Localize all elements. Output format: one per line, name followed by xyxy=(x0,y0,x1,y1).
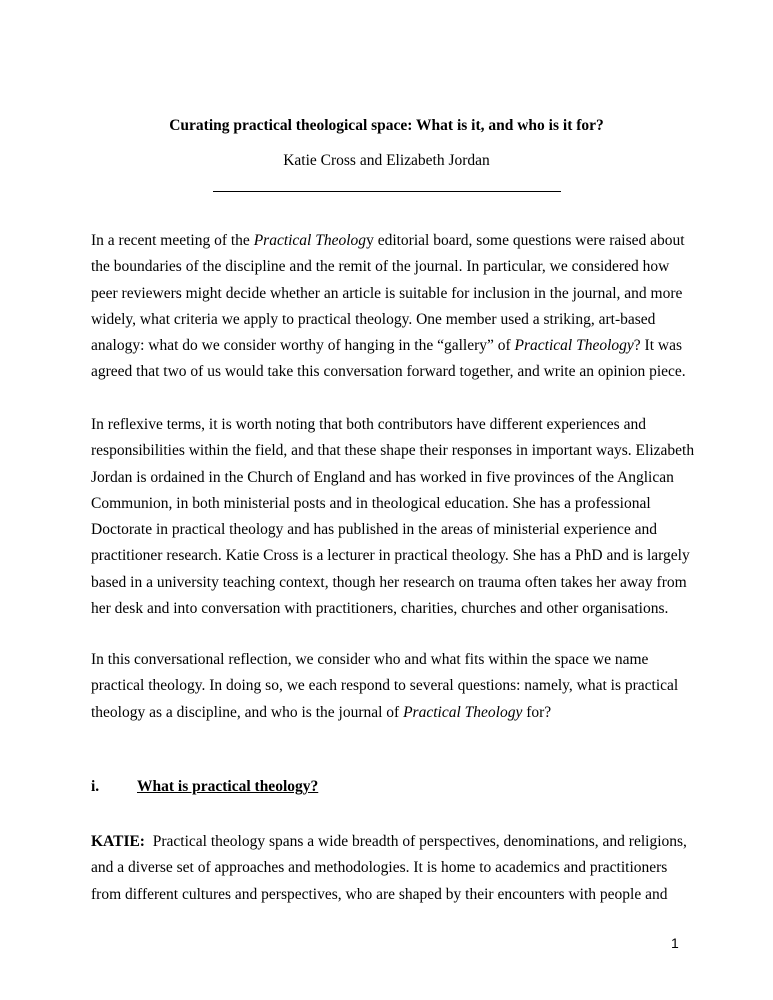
journal-name-italic: Practical Theology xyxy=(514,337,634,355)
paper-title: Curating practical theological space: What is it, and who is it for? xyxy=(169,117,604,134)
paragraph-reflexive xyxy=(91,412,695,622)
section-heading xyxy=(91,778,318,796)
text-line: Doctorate in practical theology and has published in the areas of ministerial experience and xyxy=(91,521,657,539)
text-line: In a recent meeting of the Practical Theology editorial board, some questions were raised about xyxy=(91,232,685,249)
page-number: 1 xyxy=(671,935,679,951)
text-line: analogy: what do we consider worthy of hanging in the “gallery” of Practical Theology? It was xyxy=(91,337,682,355)
speaker-label: KATIE: xyxy=(91,833,145,850)
text-line: Jordan is ordained in the Church of England and has worked in five provinces of the Anglican xyxy=(91,468,674,486)
paragraph-intro xyxy=(91,228,691,386)
text-line: practical theology. In doing so, we each respond to several questions: namely, what is practical xyxy=(91,677,679,695)
journal-name-italic: Practical Theolog xyxy=(253,232,367,249)
text-line: theology as a discipline, and who is the journal of Practical Theology for? xyxy=(91,703,552,721)
text-line: practitioner research. Katie Cross is a lecturer in practical theology. She has a PhD and is largely xyxy=(91,547,690,565)
text-line: agreed that two of us would take this conversation forward together, and write an opinion piece. xyxy=(91,363,686,381)
text-line: responsibilities within the field, and that these shape their responses in important ways. Elizabeth xyxy=(91,442,695,460)
text-line: the boundaries of the discipline and the remit of the journal. In particular, we considered how xyxy=(91,258,670,276)
author-list: Katie Cross and Elizabeth Jordan xyxy=(283,152,490,169)
text-line: and a diverse set of approaches and methodologies. It is home to academics and practitioners xyxy=(91,859,668,877)
text-line: based in a university teaching context, though her research on trauma often takes her away from xyxy=(91,573,687,591)
text-line: widely, what criteria we apply to practical theology. One member used a striking, art-based xyxy=(91,310,656,328)
text-line: In reflexive terms, it is worth noting that both contributors have different experiences and xyxy=(91,416,646,433)
text-line: her desk and into conversation with practitioners, charities, churches and other organisations. xyxy=(91,600,669,618)
journal-name-italic: Practical Theology xyxy=(403,703,523,721)
paragraph-conversational xyxy=(91,647,691,726)
section-number: i. xyxy=(91,778,100,795)
text-line: from different cultures and perspectives, who are shaped by their encounters with people and xyxy=(91,885,668,903)
title-separator-rule xyxy=(213,191,561,192)
text-line: Communion, in both ministerial posts and in theological education. She has a professional xyxy=(91,494,651,512)
text-line: peer reviewers might decide whether an article is suitable for inclusion in the journal, and more xyxy=(91,284,683,302)
paragraph-katie-response xyxy=(91,829,691,908)
text-line: KATIE: Practical theology spans a wide breadth of perspectives, denominations, and religions, xyxy=(91,833,687,850)
section-heading-text: What is practical theology? xyxy=(137,778,319,795)
text-line: In this conversational reflection, we consider who and what fits within the space we name xyxy=(91,651,649,668)
